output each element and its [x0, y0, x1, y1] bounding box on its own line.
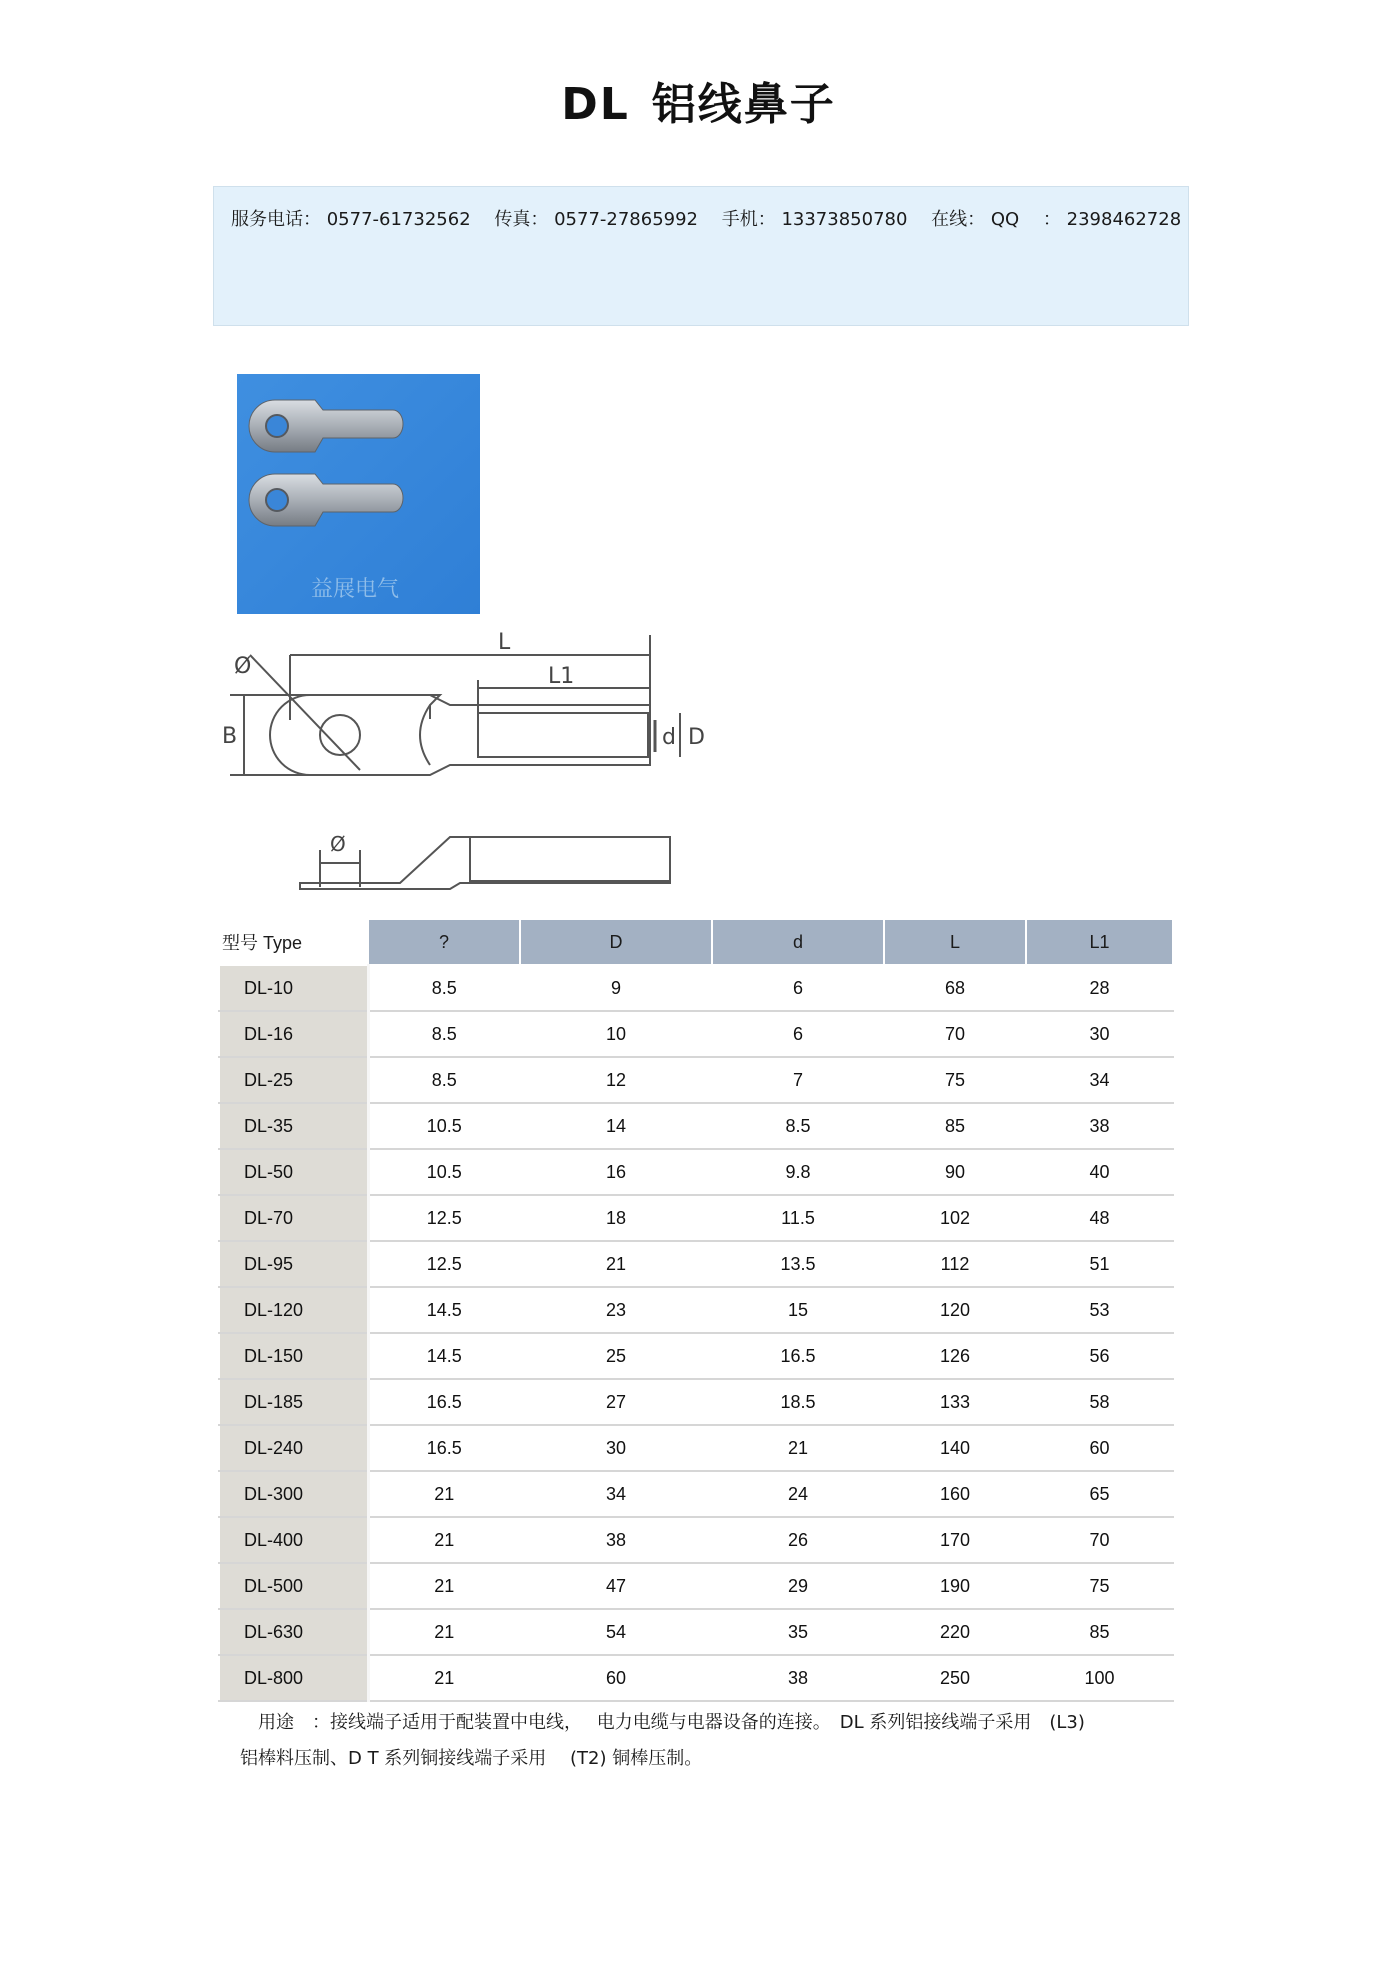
value-cell: 16	[520, 1149, 712, 1195]
value-cell: 16.5	[712, 1333, 884, 1379]
label-L1: L1	[548, 664, 575, 689]
value-cell: 70	[884, 1011, 1026, 1057]
value-cell: 7	[712, 1057, 884, 1103]
table-row	[219, 1287, 1173, 1333]
value-cell: 60	[520, 1655, 712, 1701]
col-type: 型号 Type	[219, 919, 368, 965]
model-cell: DL-10	[219, 965, 368, 1011]
title-model: DL	[561, 79, 630, 130]
value-cell: 23	[520, 1287, 712, 1333]
photo-watermark: 益展电气	[310, 577, 400, 602]
value-cell: 140	[884, 1425, 1026, 1471]
value-cell: 28	[1026, 965, 1173, 1011]
value-cell: 27	[520, 1379, 712, 1425]
model-cell: DL-95	[219, 1241, 368, 1287]
value-cell: 16.5	[368, 1379, 520, 1425]
value-cell: 220	[884, 1609, 1026, 1655]
label-B: B	[222, 724, 238, 749]
value-cell: 21	[368, 1563, 520, 1609]
value-cell: 21	[368, 1471, 520, 1517]
value-cell: 24	[712, 1471, 884, 1517]
value-cell: 75	[884, 1057, 1026, 1103]
table-row	[219, 1609, 1173, 1655]
contact-line: 服务电话： 0577-61732562 传真： 0577-27865992 手机： 13373850780 在线： QQ ： 2398462728	[231, 209, 1182, 230]
table-row	[219, 1149, 1173, 1195]
value-cell: 6	[712, 965, 884, 1011]
col-L1: L1	[1026, 919, 1173, 965]
value-cell: 54	[520, 1609, 712, 1655]
value-cell: 126	[884, 1333, 1026, 1379]
value-cell: 112	[884, 1241, 1026, 1287]
label-d: d	[662, 725, 676, 750]
col-D: D	[520, 919, 712, 965]
product-photo	[237, 374, 480, 614]
value-cell: 8.5	[368, 1011, 520, 1057]
value-cell: 12.5	[368, 1241, 520, 1287]
col-d: d	[712, 919, 884, 965]
model-cell: DL-185	[219, 1379, 368, 1425]
value-cell: 30	[520, 1425, 712, 1471]
value-cell: 10.5	[368, 1103, 520, 1149]
value-cell: 40	[1026, 1149, 1173, 1195]
value-cell: 26	[712, 1517, 884, 1563]
value-cell: 9.8	[712, 1149, 884, 1195]
table-row	[219, 1241, 1173, 1287]
value-cell: 21	[368, 1655, 520, 1701]
value-cell: 11.5	[712, 1195, 884, 1241]
value-cell: 8.5	[368, 1057, 520, 1103]
value-cell: 160	[884, 1471, 1026, 1517]
value-cell: 85	[884, 1103, 1026, 1149]
value-cell: 60	[1026, 1425, 1173, 1471]
value-cell: 15	[712, 1287, 884, 1333]
table-row	[219, 1195, 1173, 1241]
model-cell: DL-400	[219, 1517, 368, 1563]
label-phi-side: Ø	[330, 832, 346, 856]
value-cell: 21	[368, 1517, 520, 1563]
value-cell: 8.5	[368, 965, 520, 1011]
value-cell: 18.5	[712, 1379, 884, 1425]
value-cell: 38	[712, 1655, 884, 1701]
model-cell: DL-240	[219, 1425, 368, 1471]
value-cell: 120	[884, 1287, 1026, 1333]
usage-line: 铝棒料压制、D T 系列铜接线端子采用 (T2) 铜棒压制。	[240, 1748, 703, 1769]
value-cell: 102	[884, 1195, 1026, 1241]
value-cell: 18	[520, 1195, 712, 1241]
value-cell: 29	[712, 1563, 884, 1609]
value-cell: 48	[1026, 1195, 1173, 1241]
table-row	[219, 1011, 1173, 1057]
value-cell: 250	[884, 1655, 1026, 1701]
table-row	[219, 1379, 1173, 1425]
model-cell: DL-150	[219, 1333, 368, 1379]
value-cell: 170	[884, 1517, 1026, 1563]
table-header-row	[219, 919, 1173, 965]
value-cell: 34	[1026, 1057, 1173, 1103]
value-cell: 25	[520, 1333, 712, 1379]
model-cell: DL-50	[219, 1149, 368, 1195]
usage-line: 用途 ：接线端子适用于配装置中电线， 电力电缆与电器设备的连接。 DL 系列铝接线端子采用 (L3)	[240, 1712, 1085, 1733]
table-row	[219, 965, 1173, 1011]
table-row	[219, 1425, 1173, 1471]
value-cell: 68	[884, 965, 1026, 1011]
value-cell: 47	[520, 1563, 712, 1609]
model-cell: DL-16	[219, 1011, 368, 1057]
table-row	[219, 1563, 1173, 1609]
value-cell: 13.5	[712, 1241, 884, 1287]
model-cell: DL-630	[219, 1609, 368, 1655]
value-cell: 75	[1026, 1563, 1173, 1609]
value-cell: 100	[1026, 1655, 1173, 1701]
value-cell: 9	[520, 965, 712, 1011]
model-cell: DL-25	[219, 1057, 368, 1103]
value-cell: 30	[1026, 1011, 1173, 1057]
value-cell: 16.5	[368, 1425, 520, 1471]
value-cell: 10	[520, 1011, 712, 1057]
table-row	[219, 1517, 1173, 1563]
value-cell: 12.5	[368, 1195, 520, 1241]
value-cell: 56	[1026, 1333, 1173, 1379]
value-cell: 10.5	[368, 1149, 520, 1195]
contact-box	[213, 186, 1189, 326]
value-cell: 190	[884, 1563, 1026, 1609]
value-cell: 58	[1026, 1379, 1173, 1425]
spec-table	[218, 918, 1174, 1702]
model-cell: DL-500	[219, 1563, 368, 1609]
value-cell: 14.5	[368, 1333, 520, 1379]
value-cell: 85	[1026, 1609, 1173, 1655]
table-row	[219, 1471, 1173, 1517]
value-cell: 90	[884, 1149, 1026, 1195]
value-cell: 14.5	[368, 1287, 520, 1333]
value-cell: 6	[712, 1011, 884, 1057]
value-cell: 21	[520, 1241, 712, 1287]
model-cell: DL-70	[219, 1195, 368, 1241]
usage-note	[240, 1705, 1165, 1777]
value-cell: 133	[884, 1379, 1026, 1425]
value-cell: 8.5	[712, 1103, 884, 1149]
label-phi: Ø	[234, 654, 252, 679]
table-row	[219, 1057, 1173, 1103]
model-cell: DL-300	[219, 1471, 368, 1517]
value-cell: 14	[520, 1103, 712, 1149]
label-L: L	[498, 630, 511, 655]
table-row	[219, 1655, 1173, 1701]
value-cell: 21	[712, 1425, 884, 1471]
value-cell: 21	[368, 1609, 520, 1655]
table-row	[219, 1103, 1173, 1149]
title-name: 铝线鼻子	[651, 79, 836, 130]
value-cell: 38	[1026, 1103, 1173, 1149]
value-cell: 38	[520, 1517, 712, 1563]
value-cell: 34	[520, 1471, 712, 1517]
value-cell: 53	[1026, 1287, 1173, 1333]
value-cell: 70	[1026, 1517, 1173, 1563]
model-cell: DL-35	[219, 1103, 368, 1149]
col-L: L	[884, 919, 1026, 965]
col-phi: ?	[368, 919, 520, 965]
dimension-drawing	[222, 625, 750, 915]
page-title	[0, 68, 1397, 132]
table-row	[219, 1333, 1173, 1379]
value-cell: 35	[712, 1609, 884, 1655]
value-cell: 65	[1026, 1471, 1173, 1517]
model-cell: DL-120	[219, 1287, 368, 1333]
value-cell: 51	[1026, 1241, 1173, 1287]
model-cell: DL-800	[219, 1655, 368, 1701]
value-cell: 12	[520, 1057, 712, 1103]
label-D: D	[688, 725, 705, 750]
